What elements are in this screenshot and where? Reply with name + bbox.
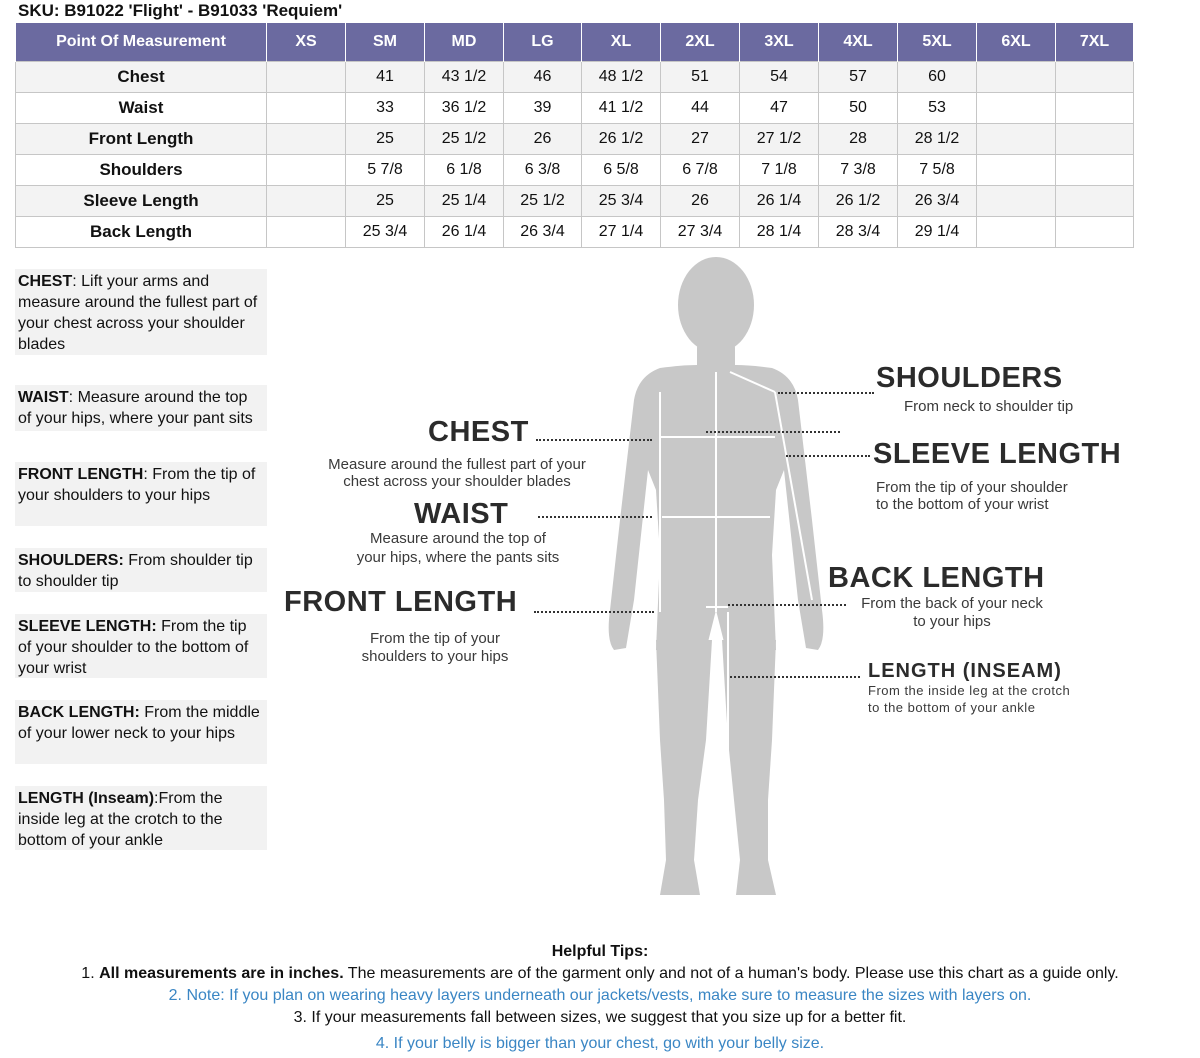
waist-annotation-text-1: Measure around the top of bbox=[370, 530, 546, 547]
measurement-value: 26 1/4 bbox=[425, 217, 504, 248]
description-text: From the tip of your shoulder to the bottom of your wrist bbox=[18, 618, 249, 677]
measurement-value: 28 1/4 bbox=[740, 217, 819, 248]
header-size: XS bbox=[267, 23, 346, 62]
measurement-value: 48 1/2 bbox=[582, 62, 661, 93]
measurement-value: 6 3/8 bbox=[504, 155, 582, 186]
header-size: 5XL bbox=[898, 23, 977, 62]
header-size: SM bbox=[346, 23, 425, 62]
header-size: 2XL bbox=[661, 23, 740, 62]
measurement-value: 46 bbox=[504, 62, 582, 93]
chest-annotation-text-2: chest across your shoulder blades bbox=[343, 473, 571, 490]
measurement-value: 26 bbox=[504, 124, 582, 155]
measurement-value: 26 1/2 bbox=[819, 186, 898, 217]
measurement-label: Chest bbox=[16, 62, 267, 93]
measurement-value: 43 1/2 bbox=[425, 62, 504, 93]
measurement-value: 27 1/2 bbox=[740, 124, 819, 155]
back-length-annotation-title: BACK LENGTH bbox=[828, 562, 1045, 594]
header-point-of-measurement: Point Of Measurement bbox=[16, 23, 267, 62]
measurement-value: 25 1/2 bbox=[504, 186, 582, 217]
measurement-value: 26 1/2 bbox=[582, 124, 661, 155]
chest-annotation-text-1: Measure around the fullest part of your bbox=[328, 456, 586, 473]
measurement-value: 60 bbox=[898, 62, 977, 93]
measurement-value: 5 7/8 bbox=[346, 155, 425, 186]
description-term: SLEEVE LENGTH: bbox=[18, 618, 157, 635]
description-term: LENGTH (Inseam) bbox=[18, 790, 155, 807]
measurement-value: 25 bbox=[346, 124, 425, 155]
measurement-value: 47 bbox=[740, 93, 819, 124]
description-term: WAIST bbox=[18, 389, 69, 406]
sleeve-annotation-title: SLEEVE LENGTH bbox=[873, 438, 1122, 470]
measurement-value: 39 bbox=[504, 93, 582, 124]
measurement-value: 28 1/2 bbox=[898, 124, 977, 155]
measurement-value: 25 3/4 bbox=[582, 186, 661, 217]
header-size: 6XL bbox=[977, 23, 1056, 62]
measurement-value: 51 bbox=[661, 62, 740, 93]
description-text: : Lift your arms and measure around the fullest part of your chest across your shoulder blades bbox=[18, 273, 258, 353]
tip-1-prefix: 1. bbox=[81, 965, 100, 982]
shoulders-leader-line bbox=[778, 392, 874, 394]
measurement-value: 33 bbox=[346, 93, 425, 124]
helpful-tips bbox=[0, 941, 1200, 1055]
description-text: From the middle of your lower neck to your hips bbox=[18, 704, 260, 742]
measurement-value: 27 1/4 bbox=[582, 217, 661, 248]
front-length-annotation-text-1: From the tip of your bbox=[369, 630, 501, 647]
waist-leader-line bbox=[538, 516, 652, 518]
measurement-value: 7 1/8 bbox=[740, 155, 819, 186]
header-size: MD bbox=[425, 23, 504, 62]
measurement-value: 26 3/4 bbox=[898, 186, 977, 217]
measurement-value: 25 bbox=[346, 186, 425, 217]
measurement-value: 26 bbox=[661, 186, 740, 217]
measurement-value: 54 bbox=[740, 62, 819, 93]
measurement-value: 6 5/8 bbox=[582, 155, 661, 186]
description-term: CHEST bbox=[18, 273, 73, 290]
measurement-value: 28 bbox=[819, 124, 898, 155]
measurement-value: 57 bbox=[819, 62, 898, 93]
inseam-leader-line bbox=[730, 676, 860, 678]
header-size: 7XL bbox=[1056, 23, 1134, 62]
waist-annotation-text-2: your hips, where the pants sits bbox=[356, 549, 560, 566]
back-length-leader-line bbox=[728, 604, 846, 606]
tip-1 bbox=[0, 963, 1200, 985]
measurement-value: 26 1/4 bbox=[740, 186, 819, 217]
measurement-value: 25 1/4 bbox=[425, 186, 504, 217]
inseam-annotation-text-1: From the inside leg at the crotch bbox=[868, 683, 1071, 698]
back-length-annotation-text-2: to your hips bbox=[913, 613, 991, 630]
measurement-label: Front Length bbox=[16, 124, 267, 155]
measurement-value: 7 3/8 bbox=[819, 155, 898, 186]
chest-leader-line-2 bbox=[706, 431, 840, 433]
measurement-value: 28 3/4 bbox=[819, 217, 898, 248]
measurement-label: Shoulders bbox=[16, 155, 267, 186]
tip-2: 2. Note: If you plan on wearing heavy layers underneath our jackets/vests, make sure to measure the sizes with layers on. bbox=[168, 987, 1032, 1004]
measurement-value: 7 5/8 bbox=[898, 155, 977, 186]
waist-annotation-title: WAIST bbox=[414, 498, 509, 530]
measurement-value: 25 3/4 bbox=[346, 217, 425, 248]
front-length-annotation-title: FRONT LENGTH bbox=[284, 586, 518, 618]
header-size: XL bbox=[582, 23, 661, 62]
measurement-label: Sleeve Length bbox=[16, 186, 267, 217]
inseam-annotation-text-2: to the bottom of your ankle bbox=[868, 700, 1036, 715]
description-term: BACK LENGTH: bbox=[18, 704, 140, 721]
tip-4: 4. If your belly is bigger than your chest, go with your belly size. bbox=[375, 1035, 825, 1052]
shoulders-annotation-title: SHOULDERS bbox=[876, 362, 1063, 394]
description-text: : Measure around the top of your hips, where your pant sits bbox=[18, 389, 253, 427]
front-length-annotation-text-2: shoulders to your hips bbox=[361, 648, 509, 665]
measurement-label: Back Length bbox=[16, 217, 267, 248]
measurement-label: Waist bbox=[16, 93, 267, 124]
sleeve-annotation-text-2: to the bottom of your wrist bbox=[876, 496, 1049, 513]
measurement-value: 6 7/8 bbox=[661, 155, 740, 186]
measurement-value: 44 bbox=[661, 93, 740, 124]
sku-title: SKU: B91022 'Flight' - B91033 'Requiem' bbox=[18, 1, 343, 20]
tips-heading: Helpful Tips: bbox=[551, 943, 649, 960]
measurement-value: 25 1/2 bbox=[425, 124, 504, 155]
measurement-value: 27 3/4 bbox=[661, 217, 740, 248]
measurement-value: 41 1/2 bbox=[582, 93, 661, 124]
measurement-value: 36 1/2 bbox=[425, 93, 504, 124]
description-term: FRONT LENGTH bbox=[18, 466, 144, 483]
measurement-value: 27 bbox=[661, 124, 740, 155]
description-text: From shoulder tip to shoulder tip bbox=[18, 552, 253, 590]
description-term: SHOULDERS: bbox=[18, 552, 124, 569]
inseam-annotation-title: LENGTH (INSEAM) bbox=[868, 660, 1062, 682]
measurement-value: 50 bbox=[819, 93, 898, 124]
header-size: LG bbox=[504, 23, 582, 62]
chest-leader-line bbox=[536, 439, 652, 441]
measurement-value: 6 1/8 bbox=[425, 155, 504, 186]
measurement-value: 26 3/4 bbox=[504, 217, 582, 248]
description-text: : From the tip of your shoulders to your hips bbox=[18, 466, 256, 504]
sleeve-leader-line bbox=[786, 455, 870, 457]
front-length-leader-line bbox=[534, 611, 654, 613]
tip-1-text: The measurements are of the garment only and not of a human's body. Please use this chart as a guide only. bbox=[343, 965, 1119, 982]
chest-annotation-title: CHEST bbox=[428, 416, 529, 448]
header-size: 3XL bbox=[740, 23, 819, 62]
back-length-annotation-text-1: From the back of your neck bbox=[861, 595, 1043, 612]
tip-1-bold: All measurements are in inches. bbox=[99, 965, 344, 982]
header-size: 4XL bbox=[819, 23, 898, 62]
shoulders-annotation-text: From neck to shoulder tip bbox=[904, 398, 1074, 415]
description-text: :From the inside leg at the crotch to the bottom of your ankle bbox=[18, 790, 223, 849]
sleeve-annotation-text-1: From the tip of your shoulder bbox=[876, 479, 1068, 496]
measurement-value: 53 bbox=[898, 93, 977, 124]
measurement-value: 29 1/4 bbox=[898, 217, 977, 248]
measurement-value: 41 bbox=[346, 62, 425, 93]
tip-3: 3. If your measurements fall between sizes, we suggest that you size up for a better fit. bbox=[293, 1009, 907, 1026]
